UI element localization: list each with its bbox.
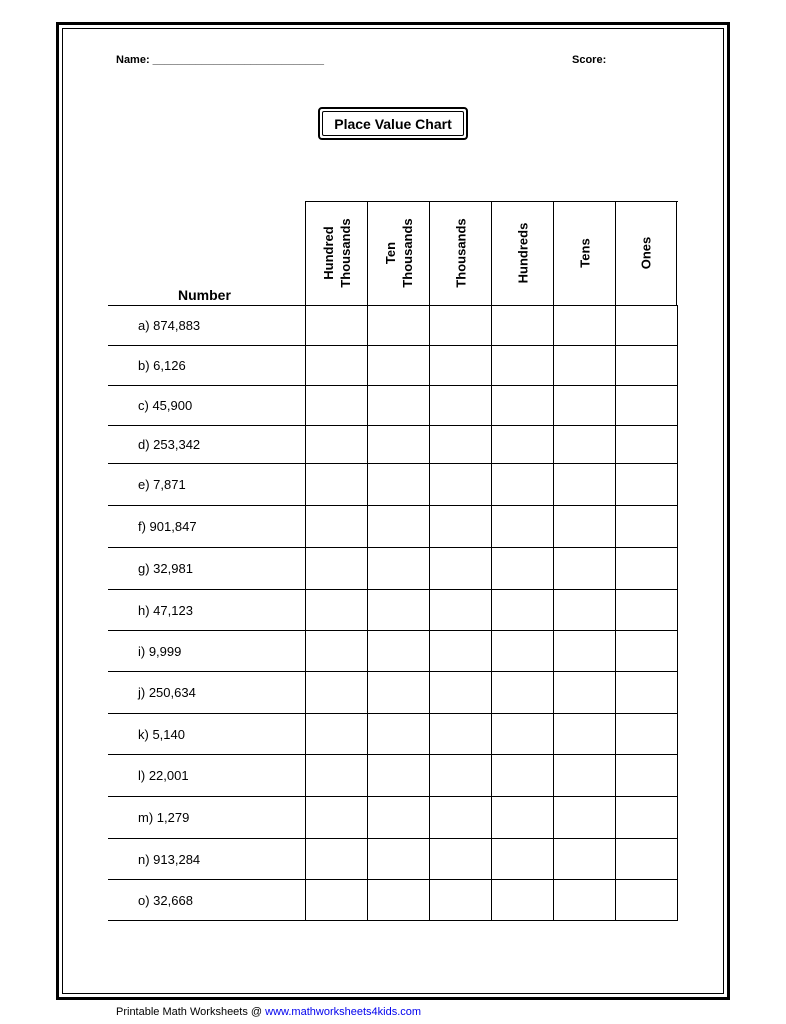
answer-cell[interactable] [429,464,491,505]
answer-cell[interactable] [615,672,677,713]
table-row [108,547,678,589]
answer-cell[interactable] [367,797,429,838]
answer-cell[interactable] [305,631,367,671]
column-header-line: Ten [382,241,398,265]
number-column-header: Number [178,287,231,303]
row-number-label: l) 22,001 [138,768,189,783]
answer-cell[interactable] [553,386,615,425]
answer-cell[interactable] [305,839,367,879]
row-number-label: j) 250,634 [138,685,196,700]
answer-cell[interactable] [305,506,367,547]
table-row [108,385,678,425]
answer-cell[interactable] [305,590,367,630]
answer-cell[interactable] [615,306,677,345]
answer-cell[interactable] [491,346,553,385]
answer-cell[interactable] [553,464,615,505]
answer-cell[interactable] [429,386,491,425]
table-row [108,463,678,505]
answer-cell[interactable] [429,306,491,345]
answer-cell[interactable] [367,306,429,345]
column-header-line: Tens [577,238,592,268]
answer-cell[interactable] [367,506,429,547]
table-row [108,505,678,547]
answer-cell[interactable] [553,672,615,713]
table-row [108,796,678,838]
row-number-label: n) 913,284 [138,851,201,867]
answer-cell[interactable] [491,880,553,920]
row-number-label: k) 5,140 [138,726,185,742]
answer-cell[interactable] [367,346,429,385]
column-header-3 [491,201,553,305]
row-number-label: m) 1,279 [138,810,190,825]
answer-cell[interactable] [305,548,367,589]
column-header-label [576,238,593,267]
answer-cell[interactable] [553,548,615,589]
column-header-label [382,218,416,287]
answer-cell[interactable] [305,426,367,463]
answer-cell[interactable] [367,548,429,589]
column-header-line: Thousands [399,218,415,288]
answer-cell[interactable] [429,346,491,385]
row-number-label: g) 32,981 [138,561,193,576]
row-number-label: c) 45,900 [138,398,193,413]
answer-cell[interactable] [553,306,615,345]
column-header-0 [305,201,367,305]
answer-cell[interactable] [367,386,429,425]
table-right-border [677,305,678,921]
column-header-label [452,218,469,287]
answer-cell[interactable] [553,839,615,879]
column-header-line: Thousands [337,218,353,288]
table-row [108,589,678,630]
row-number-label: d) 253,342 [138,437,201,452]
answer-cell[interactable] [615,714,677,754]
column-header-line: Ones [638,236,654,270]
answer-cell[interactable] [491,755,553,796]
row-number-label: i) 9,999 [138,643,182,659]
table-row [108,630,678,671]
column-header-line: Hundreds [515,222,530,284]
page-title: Place Value Chart [334,115,452,132]
answer-cell[interactable] [367,755,429,796]
answer-cell[interactable] [491,631,553,671]
answer-cell[interactable] [367,464,429,505]
answer-cell[interactable] [429,672,491,713]
row-number-label: o) 32,668 [138,892,193,908]
table-row [108,713,678,754]
answer-cell[interactable] [429,839,491,879]
column-header-line: Thousands [453,218,468,288]
answer-cell[interactable] [615,548,677,589]
footer-text: Printable Math Worksheets @ [116,1006,266,1018]
answer-cell[interactable] [553,346,615,385]
footer [116,1006,421,1018]
answer-cell[interactable] [429,880,491,920]
answer-cell[interactable] [429,506,491,547]
answer-cell[interactable] [615,880,677,920]
answer-cell[interactable] [367,714,429,754]
score-label: Score: [572,54,607,66]
answer-cell[interactable] [429,426,491,463]
answer-cell[interactable] [367,672,429,713]
title-box [318,107,468,140]
column-header-label [638,237,655,270]
name-field[interactable]: Name: ____________________________ [116,54,324,66]
answer-cell[interactable] [429,590,491,630]
answer-cell[interactable] [305,672,367,713]
answer-cell[interactable] [491,548,553,589]
answer-cell[interactable] [553,797,615,838]
answer-cell[interactable] [305,755,367,796]
table-row [108,305,678,345]
table-row [108,838,678,879]
answer-cell[interactable] [553,506,615,547]
answer-cell[interactable] [491,306,553,345]
answer-cell[interactable] [491,506,553,547]
answer-cell[interactable] [491,464,553,505]
answer-cell[interactable] [305,714,367,754]
answer-cell[interactable] [491,426,553,463]
answer-cell[interactable] [553,590,615,630]
answer-cell[interactable] [429,714,491,754]
answer-cell[interactable] [615,506,677,547]
answer-cell[interactable] [615,839,677,879]
footer-link[interactable]: www.mathworksheets4kids.com [265,1006,422,1018]
answer-cell[interactable] [429,548,491,589]
answer-cell[interactable] [615,797,677,838]
table-row [108,671,678,713]
answer-cell[interactable] [491,839,553,879]
answer-cell[interactable] [615,346,677,385]
answer-cell[interactable] [367,426,429,463]
answer-cell[interactable] [305,464,367,505]
answer-cell[interactable] [305,797,367,838]
answer-cell[interactable] [305,306,367,345]
answer-cell[interactable] [305,880,367,920]
answer-cell[interactable] [367,880,429,920]
answer-cell[interactable] [491,672,553,713]
answer-cell[interactable] [305,386,367,425]
row-number-label: f) 901,847 [138,519,197,534]
row-number-label: e) 7,871 [138,477,186,492]
answer-cell[interactable] [553,631,615,671]
answer-cell[interactable] [491,797,553,838]
table-row [108,754,678,796]
column-header-2 [429,201,491,305]
answer-cell[interactable] [367,590,429,630]
answer-cell[interactable] [305,346,367,385]
answer-cell[interactable] [491,386,553,425]
answer-cell[interactable] [615,755,677,796]
column-header-1 [367,201,429,305]
column-header-line: Hundred [320,226,336,280]
column-header-4 [553,201,615,305]
table-row [108,425,678,463]
answer-cell[interactable] [553,714,615,754]
answer-cell[interactable] [367,839,429,879]
answer-cell[interactable] [429,797,491,838]
table-bottom-border [108,920,678,921]
answer-cell[interactable] [553,880,615,920]
row-number-label: h) 47,123 [138,602,193,618]
answer-cell[interactable] [615,631,677,671]
answer-cell[interactable] [615,464,677,505]
answer-cell[interactable] [615,386,677,425]
column-header-label [514,223,531,284]
row-number-label: a) 874,883 [138,318,201,333]
answer-cell[interactable] [367,631,429,671]
answer-cell[interactable] [615,426,677,463]
answer-cell[interactable] [615,590,677,630]
answer-cell[interactable] [553,426,615,463]
answer-cell[interactable] [429,631,491,671]
row-number-label: b) 6,126 [138,358,186,373]
column-header-5 [615,201,677,305]
column-header-label [320,218,354,287]
answer-cell[interactable] [553,755,615,796]
answer-cell[interactable] [491,714,553,754]
table-row [108,345,678,385]
answer-cell[interactable] [429,755,491,796]
answer-cell[interactable] [491,590,553,630]
table-row [108,879,678,920]
